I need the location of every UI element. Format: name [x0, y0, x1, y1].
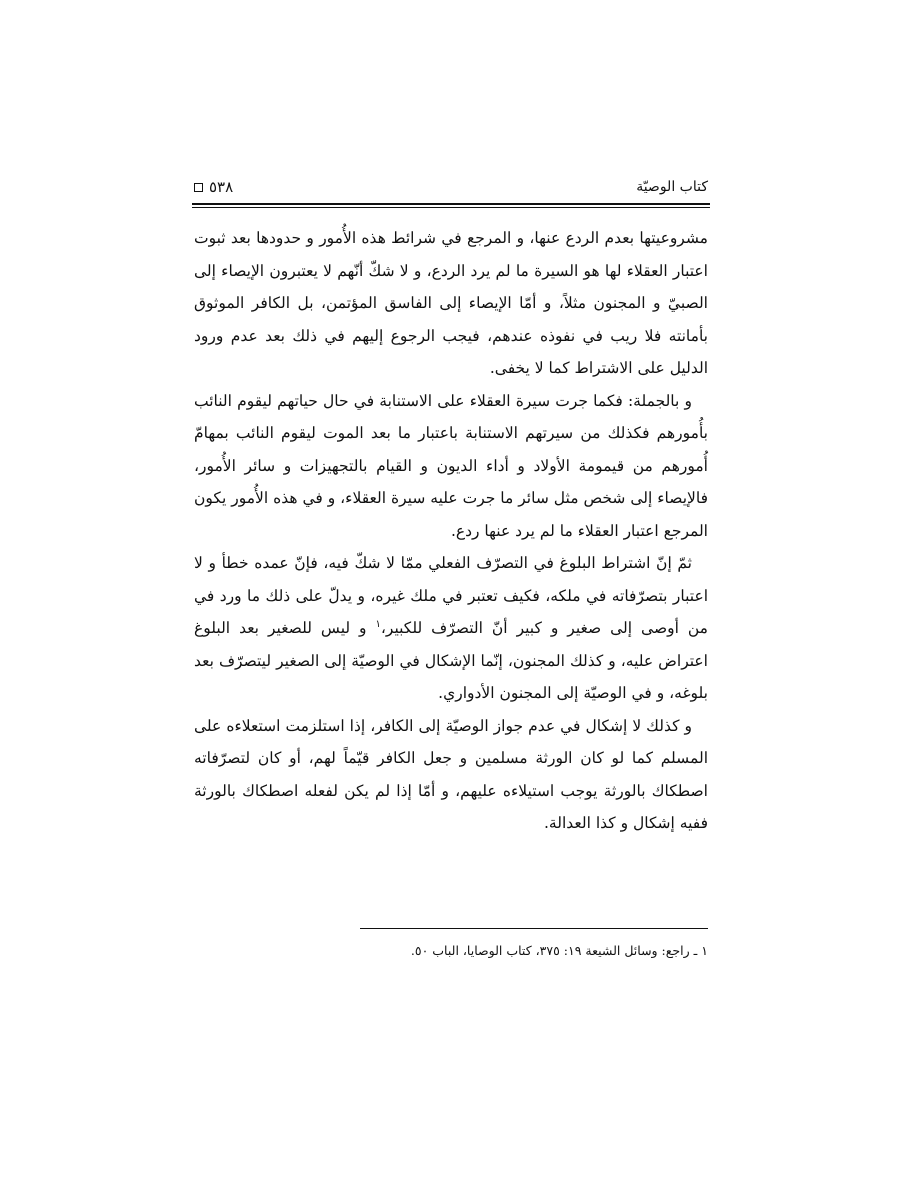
- paragraph-4: و كذلك لا إشكال في عدم جواز الوصيّة إلى الكافر، إذا استلزمت استعلاءه على المسلم كما لو كان الورثة مسلمين و جعل الكافر قيّماً لهم، أو كان لتصرّفاته اصطكاك بالورثة يوجب استيلاءه عليهم، و أمّا إذا لم يكن لفعله اصطكاك بالورثة ففيه إشكال و كذا العدالة.: [194, 716, 708, 832]
- running-header: [194, 176, 708, 198]
- square-outline-icon: [194, 183, 203, 192]
- header-rule-thin: [192, 207, 710, 208]
- chapter-title: كتاب الوصيّة: [636, 179, 708, 195]
- page-number: ٥٣٨: [209, 178, 234, 196]
- paragraph-2: و بالجملة: فكما جرت سيرة العقلاء على الاستنابة في حال حياتهم ليقوم النائب بأُمورهم فكذلك من سيرتهم الاستنابة باعتبار ما بعد الموت ليقوم النائب بمهامّ أُمورهم من قيمومة الأولاد و أداء الديون و القيام بالتجهيزات و سائر الأُمور، فالإيصاء إلى شخص مثل سائر ما جرت عليه سيرة العقلاء، و في هذه الأُمور يكون المرجع اعتبار العقلاء ما لم يرد عنها ردع.: [194, 391, 708, 540]
- paragraph-1: مشروعيتها بعدم الردع عنها، و المرجع في شرائط هذه الأُمور و حدودها بعد ثبوت اعتبار العقلاء لها هو السيرة ما لم يرد الردع، و لا شكّ أنّهم لا يعتبرون الإيصاء إلى الصبيّ و المجنون مثلاً، و أمّا الإيصاء إلى الفاسق المؤتمن، بل الكافر الموثوق بأمانته فلا ريب في نفوذه عندهم، فيجب الرجوع إليهم في ذلك بعد عدم ورود الدليل على الاشتراط كما لا يخفى.: [194, 229, 708, 377]
- paragraph-3-text-before: ثمّ إنّ اشتراط البلوغ في التصرّف الفعلي ممّا لا شكّ فيه، فإنّ عمده خطأ و لا اعتبار بتصرّفاته في ملكه، فكيف تعتبر في ملك غيره، و يدلّ على ذلك ما ورد في من أوصى إلى صغير و كبير أنّ التصرّف للكبير،: [194, 554, 708, 637]
- footnote-rule: [360, 928, 708, 929]
- footnote-marker[interactable]: ١: [375, 618, 381, 630]
- footnote: ١ ـ راجع: وسائل الشيعة ١٩: ٣٧٥، كتاب الوصايا، الباب ٥٠.: [410, 943, 708, 958]
- header-rule-thick: [192, 203, 710, 205]
- paragraph-3-text-after: و ليس للصغير بعد البلوغ اعتراض عليه، و كذلك المجنون، إنّما الإشكال في الوصيّة إلى الصغير ليتصرّف بعد بلوغه، و في الوصيّة إلى المجنون الأدواري.: [194, 619, 708, 702]
- paragraph-3: [194, 547, 708, 710]
- body-text: [194, 222, 708, 840]
- page-number-block: [194, 176, 233, 198]
